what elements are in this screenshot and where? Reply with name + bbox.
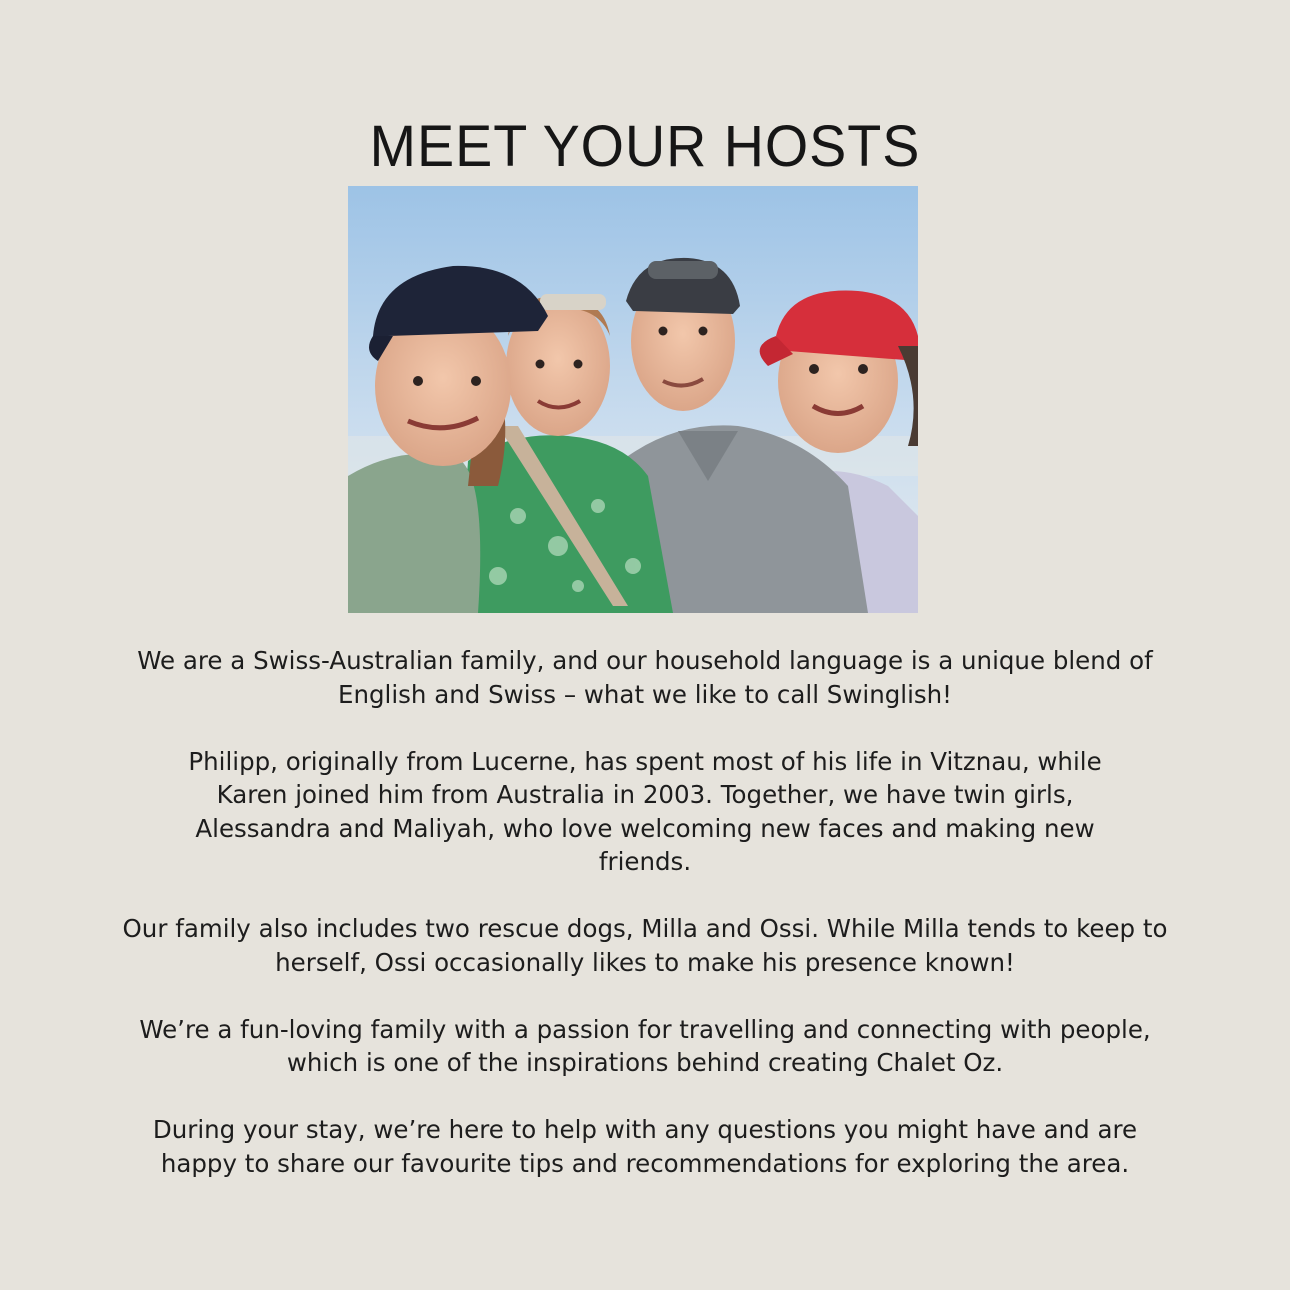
page-title: MEET YOUR HOSTS: [369, 114, 921, 179]
family-photo: [348, 186, 918, 613]
paragraph-language: We are a Swiss-Australian family, and our household language is a unique blend of English and Swiss – what we like to call Swinglish!: [137, 646, 1153, 709]
host-description: [120, 644, 1170, 1214]
paragraph-dogs: Our family also includes two rescue dogs, Milla and Ossi. While Milla tends to keep to herself, Ossi occasionally likes to make his presence known!: [122, 914, 1168, 977]
paragraph-passion: We’re a fun-loving family with a passion for travelling and connecting with people, which is one of the inspirations behind creating Chalet Oz.: [139, 1014, 1151, 1077]
paragraph-stay: During your stay, we’re here to help with any questions you might have and are happy to share our favourite tips and recommendations for exploring the area.: [152, 1115, 1138, 1178]
paragraph-family: Philipp, originally from Lucerne, has spent most of his life in Vitznau, while Karen joined him from Australia in 2003. Together, we have twin girls, Alessandra and Maliyah, who love welcoming new faces and making new friends.: [188, 746, 1102, 876]
